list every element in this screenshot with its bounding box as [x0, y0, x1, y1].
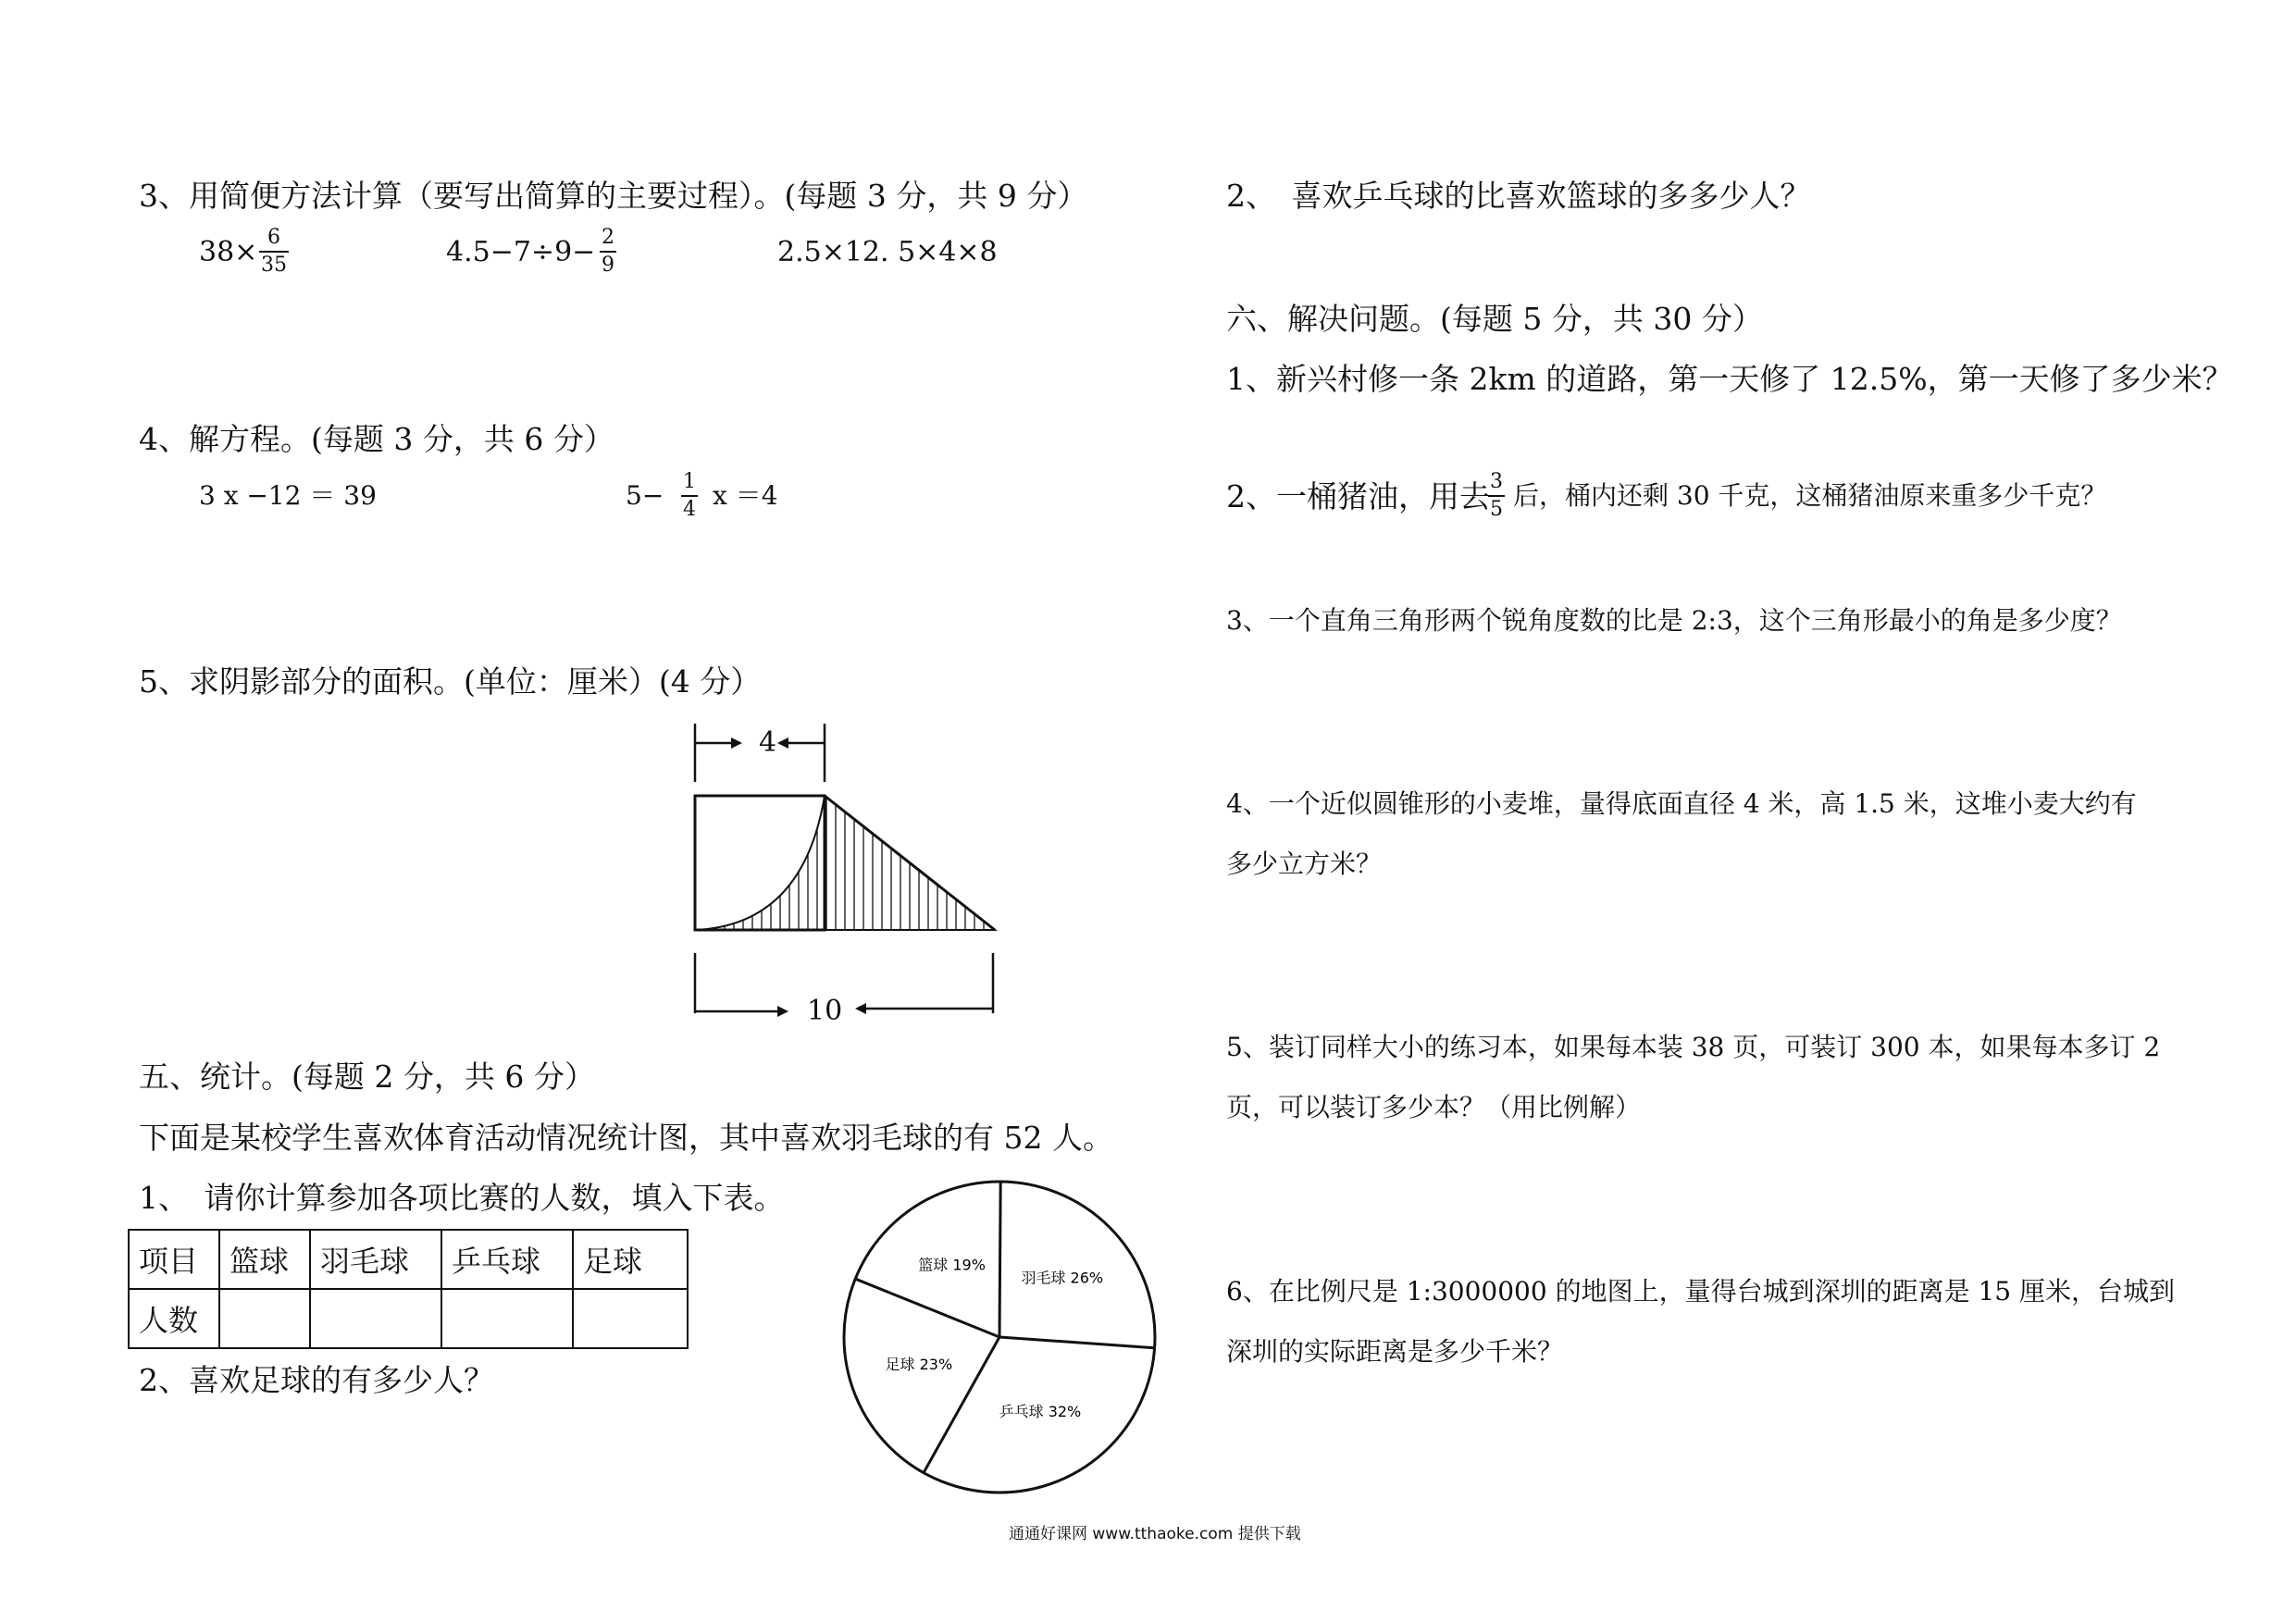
table-header-cell: 足球 [573, 1230, 688, 1289]
fraction-denominator: 4 [683, 498, 696, 521]
problem-5-line1: 5、装订同样大小的练习本，如果每本装 38 页，可装订 300 本，如果每本多订 2 [1226, 1032, 2161, 1062]
pie-slice-label: 乒乓球 32% [999, 1402, 1082, 1420]
fraction-numerator: 2 [602, 226, 614, 249]
q4-equation2-prefix: 5− [626, 480, 664, 511]
table-row [129, 1289, 688, 1348]
q3-expr2-prefix: 4.5−7÷9− [446, 236, 596, 268]
fraction-bar [1488, 495, 1505, 497]
dimension-label-top: 4 [759, 726, 777, 759]
problem-4-line2: 多少立方米？ [1226, 849, 1383, 879]
table-cell-blank [573, 1289, 688, 1348]
pie-slice-label: 足球 23% [885, 1356, 953, 1374]
dimension-label-bottom: 10 [807, 995, 843, 1027]
fraction-denominator: 9 [602, 254, 614, 277]
q4-title: 4、解方程。(每题 3 分，共 6 分） [139, 421, 614, 457]
pie-slice-boundary [999, 1182, 1000, 1337]
pie-slice-label: 篮球 19% [918, 1256, 986, 1274]
stat-table [128, 1229, 689, 1349]
right-q2: 2、 喜欢乒乓球的比喜欢篮球的多多少人？ [1226, 178, 1811, 214]
shaded-area-figure [648, 712, 1018, 1027]
q3-expr1-fraction [259, 228, 289, 276]
table-cell-blank [310, 1289, 441, 1348]
problem-1: 1、新兴村修一条 2km 的道路，第一天修了 12.5%，第一天修了多少米？ [1226, 361, 2233, 397]
table-header-cell: 项目 [129, 1230, 219, 1289]
q5-title: 5、求阴影部分的面积。(单位：厘米）(4 分） [139, 663, 762, 700]
section5-intro: 下面是某校学生喜欢体育活动情况统计图，其中喜欢羽毛球的有 52 人。 [139, 1120, 1113, 1156]
table-cell-blank [219, 1289, 310, 1348]
problem-4-line1: 4、一个近似圆锥形的小麦堆，量得底面直径 4 米，高 1.5 米，这堆小麦大约有 [1226, 788, 2137, 819]
problem-2-prefix: 2、一桶猪油，用去 [1226, 478, 1490, 514]
table-row [129, 1230, 688, 1289]
section5-q1: 1、 请你计算参加各项比赛的人数，填入下表。 [139, 1180, 785, 1216]
q4-equation2-fraction [681, 472, 698, 520]
q4-equation2-suffix: x ＝4 [713, 480, 778, 511]
section5-q2: 2、喜欢足球的有多少人？ [139, 1362, 494, 1398]
q3-expr3: 2.5×12. 5×4×8 [777, 236, 998, 268]
table-header-cell: 羽毛球 [310, 1230, 441, 1289]
fraction-numerator: 6 [267, 226, 280, 249]
footer-credit: 通通好课网 www.tthaoke.com 提供下载 [1009, 1525, 1301, 1543]
pie-slice-boundary [855, 1279, 999, 1337]
pie-slice-label: 羽毛球 26% [1021, 1269, 1104, 1287]
problem-6-line1: 6、在比例尺是 1:3000000 的地图上，量得台城到深圳的距离是 15 厘米，台城到 [1226, 1276, 2175, 1307]
fraction-denominator: 35 [261, 254, 287, 277]
q3-expr1-prefix: 38× [199, 236, 258, 268]
fraction-bar [681, 495, 698, 497]
problem-6-line2: 深圳的实际距离是多少千米？ [1226, 1336, 1564, 1367]
table-header-cell: 篮球 [219, 1230, 310, 1289]
q3-title: 3、用简便方法计算（要写出简算的主要过程）。(每题 3 分，共 9 分） [139, 178, 1088, 214]
table-header-cell: 乒乓球 [441, 1230, 573, 1289]
problem-2-fraction [1488, 472, 1505, 520]
problem-5-line2: 页，可以装订多少本？（用比例解） [1226, 1092, 1642, 1122]
fraction-bar [259, 251, 289, 253]
table-cell-blank [441, 1289, 573, 1348]
problem-2-suffix: 后，桶内还剩 30 千克，这桶猪油原来重多少千克？ [1513, 480, 2107, 511]
q3-expr2-fraction [600, 228, 616, 276]
section6-title: 六、解决问题。(每题 5 分，共 30 分） [1226, 301, 1763, 337]
q4-equation1: 3 x −12 ＝ 39 [199, 480, 377, 511]
problem-3: 3、一个直角三角形两个锐角度数的比是 2:3，这个三角形最小的角是多少度？ [1226, 605, 2122, 636]
section5-title: 五、统计。(每题 2 分，共 6 分） [139, 1059, 595, 1095]
pie-chart [833, 1171, 1166, 1504]
pie-slice-boundary [999, 1337, 1155, 1348]
fraction-numerator: 1 [683, 470, 696, 493]
fraction-denominator: 5 [1490, 498, 1503, 521]
table-row-label: 人数 [129, 1289, 219, 1348]
fraction-numerator: 3 [1490, 470, 1503, 493]
fraction-bar [600, 251, 616, 253]
